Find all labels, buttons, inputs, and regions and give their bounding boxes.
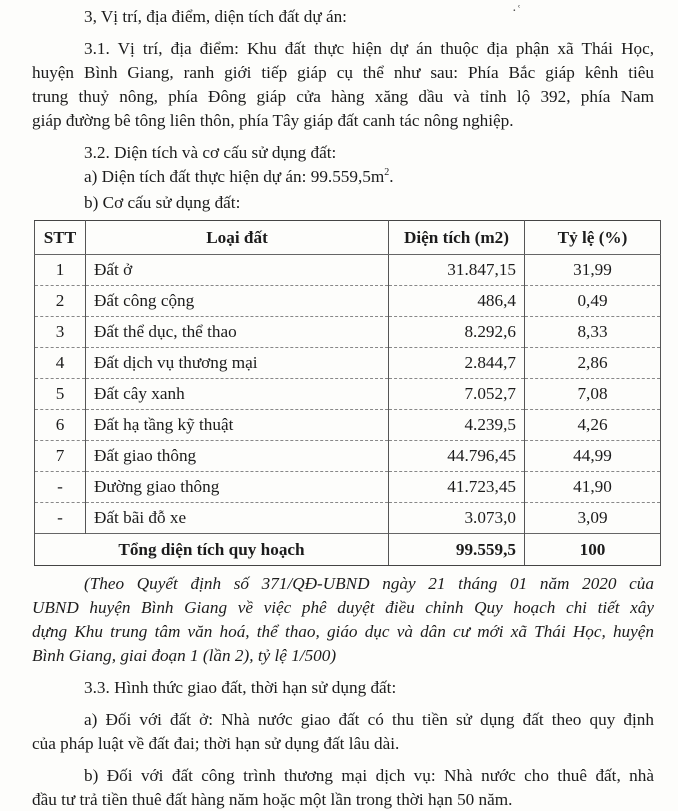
cell-land-type: Đất hạ tầng kỹ thuật	[86, 410, 389, 441]
cell-stt: 4	[35, 348, 86, 379]
decision-note-line-4: Bình Giang, giai đoạn 1 (lần 2), tỷ lệ 1/500)	[32, 646, 337, 665]
section-3-3-heading: 3.3. Hình thức giao đất, thời hạn sử dụng đất:	[84, 678, 397, 697]
section-3-1-line-3: trung thuỷ nông, phía Đông giáp cửa hàng xăng dầu và tỉnh lộ 392, phía Nam	[32, 87, 654, 106]
table-row	[35, 410, 661, 441]
header-area: Diện tích (m2)	[389, 221, 525, 255]
cell-ratio: 4,26	[525, 410, 661, 441]
land-structure-label: b) Cơ cấu sử dụng đất:	[84, 193, 241, 212]
cell-stt: -	[35, 472, 86, 503]
project-area-end: .	[389, 167, 394, 186]
cell-ratio: 41,90	[525, 472, 661, 503]
cell-area: 44.796,45	[389, 441, 525, 472]
table-row	[35, 348, 661, 379]
table-row	[35, 317, 661, 348]
table-header-row	[35, 221, 661, 255]
cell-area: 2.844,7	[389, 348, 525, 379]
cell-land-type: Đường giao thông	[86, 472, 389, 503]
table-row	[35, 441, 661, 472]
cell-ratio: 3,09	[525, 503, 661, 534]
table-row	[35, 255, 661, 286]
cell-stt: 7	[35, 441, 86, 472]
cell-area: 4.239,5	[389, 410, 525, 441]
table-total-row	[35, 534, 661, 566]
section-3-2-heading: 3.2. Diện tích và cơ cấu sử dụng đất:	[84, 143, 337, 162]
table-row	[35, 286, 661, 317]
cell-stt: 6	[35, 410, 86, 441]
total-area: 99.559,5	[389, 534, 525, 566]
header-ratio: Tỷ lệ (%)	[525, 221, 661, 255]
cell-land-type: Đất thể dục, thể thao	[86, 317, 389, 348]
area-superscript: 2	[384, 167, 390, 178]
cell-stt: 5	[35, 379, 86, 410]
stray-pen-mark: ·ʿ	[512, 4, 522, 19]
section-3-heading: 3, Vị trí, địa điểm, diện tích đất dự án:	[84, 7, 347, 26]
section-3-3-a-line-2: của pháp luật về đất đai; thời hạn sử dụng đất lâu dài.	[32, 734, 400, 753]
cell-land-type: Đất cây xanh	[86, 379, 389, 410]
cell-ratio: 0,49	[525, 286, 661, 317]
section-3-1-line-4: giáp đường bê tông liên thôn, phía Tây giáp đất canh tác nông nghiệp.	[32, 111, 514, 130]
section-3-3-a-line-1: a) Đối với đất ở: Nhà nước giao đất có thu tiền sử dụng đất theo quy định	[84, 710, 654, 729]
cell-ratio: 2,86	[525, 348, 661, 379]
cell-stt: -	[35, 503, 86, 534]
header-land-type: Loại đất	[86, 221, 389, 255]
cell-area: 486,4	[389, 286, 525, 317]
cell-area: 7.052,7	[389, 379, 525, 410]
project-area-line	[84, 166, 394, 188]
table-row	[35, 503, 661, 534]
section-3-1-line-2: huyện Bình Giang, ranh giới tiếp giáp cụ thể như sau: Phía Bắc giáp kênh tiêu	[32, 63, 654, 82]
cell-land-type: Đất ở	[86, 255, 389, 286]
cell-stt: 1	[35, 255, 86, 286]
section-3-3-b-line-1: b) Đối với đất công trình thương mại dịch vụ: Nhà nước cho thuê đất, nhà	[84, 766, 654, 785]
total-label: Tổng diện tích quy hoạch	[35, 534, 389, 566]
cell-ratio: 44,99	[525, 441, 661, 472]
cell-land-type: Đất dịch vụ thương mại	[86, 348, 389, 379]
cell-area: 8.292,6	[389, 317, 525, 348]
cell-stt: 3	[35, 317, 86, 348]
table-row	[35, 379, 661, 410]
section-3-1-line-1: 3.1. Vị trí, địa điểm: Khu đất thực hiện dự án thuộc địa phận xã Thái Học,	[84, 39, 654, 58]
cell-ratio: 8,33	[525, 317, 661, 348]
cell-stt: 2	[35, 286, 86, 317]
cell-land-type: Đất bãi đỗ xe	[86, 503, 389, 534]
cell-area: 3.073,0	[389, 503, 525, 534]
total-ratio: 100	[525, 534, 661, 566]
cell-area: 41.723,45	[389, 472, 525, 503]
project-area-text: a) Diện tích đất thực hiện dự án: 99.559,5m	[84, 167, 385, 186]
decision-note-line-3: dựng Khu trung tâm văn hoá, thể thao, giáo dục và dân cư mới xã Thái Học, huyện	[32, 622, 654, 641]
cell-ratio: 7,08	[525, 379, 661, 410]
decision-note-line-2: UBND huyện Bình Giang về việc phê duyệt điều chỉnh Quy hoạch chi tiết xây	[32, 598, 654, 617]
cell-ratio: 31,99	[525, 255, 661, 286]
decision-note-line-1: (Theo Quyết định số 371/QĐ-UBND ngày 21 tháng 01 năm 2020 của	[84, 574, 654, 593]
cell-land-type: Đất công cộng	[86, 286, 389, 317]
header-stt: STT	[35, 221, 86, 255]
section-3-3-b-line-2: đầu tư trả tiền thuê đất hàng năm hoặc một lần trong thời hạn 50 năm.	[32, 790, 513, 809]
cell-area: 31.847,15	[389, 255, 525, 286]
table-row	[35, 472, 661, 503]
land-use-table	[34, 220, 661, 566]
cell-land-type: Đất giao thông	[86, 441, 389, 472]
